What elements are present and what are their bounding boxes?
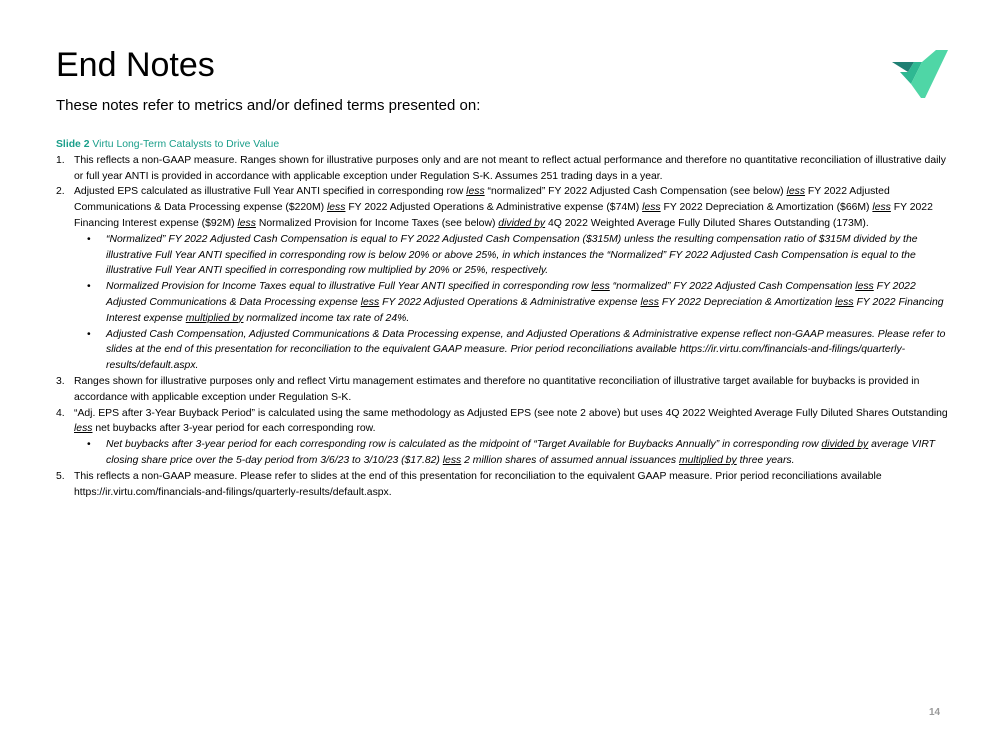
note-2-bullet-1 xyxy=(56,232,948,279)
operator-term: divided by xyxy=(498,217,546,229)
operator-term: less xyxy=(442,454,462,466)
slide-reference-text: Virtu Long-Term Catalysts to Drive Value xyxy=(92,139,280,150)
operator-term: less xyxy=(466,186,485,198)
note-text: “normalized” FY 2022 Adjusted Cash Compensation (see below) xyxy=(484,186,787,198)
bullet-text: three years. xyxy=(736,454,795,466)
note-4-bullet-1 xyxy=(56,437,948,469)
note-text: FY 2022 Financing Interest expense ($92M) xyxy=(74,202,933,229)
operator-term: divided by xyxy=(821,439,869,451)
note-3 xyxy=(56,374,948,406)
operator-term: less xyxy=(872,202,891,214)
bullet-text: Normalized Provision for Income Taxes equal to illustrative Full Year ANTI specified in corresponding row xyxy=(106,281,592,293)
operator-term: less xyxy=(237,217,256,229)
note-number: 3. xyxy=(56,375,65,387)
note-text: Adjusted EPS calculated as illustrative Full Year ANTI specified in corresponding row xyxy=(74,186,467,198)
note-number: 4. xyxy=(56,407,65,419)
operator-term: less xyxy=(642,202,661,214)
bullet-text: average VIRT closing share price over the 5-day period from 3/6/23 to 3/10/23 ($17.82) xyxy=(106,439,936,466)
note-text: FY 2022 Adjusted Operations & Administrative expense ($74M) xyxy=(345,202,643,214)
note-1 xyxy=(56,153,948,185)
note-2 xyxy=(56,184,948,231)
operator-term: less xyxy=(74,423,93,435)
bullet-dot: • xyxy=(87,328,91,340)
note-number: 5. xyxy=(56,470,65,482)
operator-term: less xyxy=(786,186,806,198)
note-4 xyxy=(56,406,948,438)
operator-term: multiplied by xyxy=(678,454,737,466)
bullet-text: FY 2022 Financing Interest expense xyxy=(106,296,944,324)
operator-term: less xyxy=(591,281,610,293)
operator-term: less xyxy=(640,296,659,308)
note-5 xyxy=(56,469,948,501)
bullet-text: Adjusted Cash Compensation, Adjusted Communications & Data Processing expense, and Adjusted Operations & Administrative expense reflect non-GAAP measures. Please refer to slides at the end of this presentation for reconciliation to the equivalent GAAP measure. Prior period reconciliations available https://ir.virtu.com/financials-and-filings/quarterly-results/default.aspx. xyxy=(106,328,946,372)
note-text: FY 2022 Adjusted Communications & Data Processing expense ($220M) xyxy=(74,186,890,214)
slide-reference xyxy=(56,137,948,153)
note-text: net buybacks after 3-year period for each corresponding row. xyxy=(92,423,376,435)
virtu-logo-icon xyxy=(892,50,948,98)
note-text: Ranges shown for illustrative purposes only and reflect Virtu management estimates and therefore no quantitative reconciliation of illustrative target available for buybacks is provided in accordance with applicable exception under Regulation S-K. xyxy=(74,375,920,403)
operator-term: less xyxy=(855,281,874,293)
page-subtitle: These notes refer to metrics and/or defined terms presented on: xyxy=(56,97,481,114)
bullet-text: normalized income tax rate of 24%. xyxy=(243,312,410,324)
note-text: 4Q 2022 Weighted Average Fully Diluted Shares Outstanding (173M). xyxy=(545,217,869,229)
operator-term: multiplied by xyxy=(185,312,244,324)
end-notes-body xyxy=(56,137,948,500)
bullet-text: Net buybacks after 3-year period for each corresponding row is calculated as the midpoint of “Target Available for Buybacks Annually” in corresponding row xyxy=(106,439,822,451)
note-number: 1. xyxy=(56,154,65,166)
note-2-bullet-2 xyxy=(56,279,948,326)
bullet-text: 2 million shares of assumed annual issuances xyxy=(461,454,679,466)
note-text: This reflects a non-GAAP measure. Ranges shown for illustrative purposes only and are not meant to reflect actual performance and therefore no quantitative reconciliation of illustrative daily or full year ANTI is provided in accordance with applicable exception under Regulation S-K. Assumes 251 trading days in a year. xyxy=(74,154,946,182)
note-text: Normalized Provision for Income Taxes (see below) xyxy=(255,217,499,229)
bullet-dot: • xyxy=(87,233,91,245)
page-number: 14 xyxy=(929,707,941,718)
bullet-text: FY 2022 Adjusted Communications & Data Processing expense xyxy=(106,281,916,308)
page-title: End Notes xyxy=(56,46,215,84)
bullet-text: “normalized” FY 2022 Adjusted Cash Compensation xyxy=(609,281,856,293)
note-text: This reflects a non-GAAP measure. Please refer to slides at the end of this presentation for reconciliation to the equivalent GAAP measure. Prior period reconciliations available https://ir.virtu.com/financials-and-filings/quarterly-results/default.aspx. xyxy=(74,470,882,498)
note-2-bullet-3 xyxy=(56,327,948,374)
bullet-text: “Normalized” FY 2022 Adjusted Cash Compensation is equal to FY 2022 Adjusted Cash Compensation ($315M) unless the resulting compensation ratio of $315M divided by the illustrative Full Year ANTI specified in corresponding row is below 20% or above 25%, in which instances the “Normalized” FY 2022 Adjusted Cash Compensation is equal to the illustrative Full Year ANTI specified in corresponding row multiplied by 20% or 25%, respectively. xyxy=(106,233,918,277)
note-number: 2. xyxy=(56,186,65,198)
bullet-text: FY 2022 Adjusted Operations & Administrative expense xyxy=(379,296,641,308)
operator-term: less xyxy=(360,296,380,308)
note-text: “Adj. EPS after 3-Year Buyback Period” is calculated using the same methodology as Adjusted EPS (see note 2 above) but uses 4Q 2022 Weighted Average Fully Diluted Shares Outstanding xyxy=(74,407,948,419)
bullet-dot: • xyxy=(87,281,91,293)
bullet-dot: • xyxy=(87,439,91,451)
operator-term: less xyxy=(326,202,346,214)
note-text: FY 2022 Depreciation & Amortization ($66M) xyxy=(660,202,873,214)
operator-term: less xyxy=(835,296,854,308)
slide-reference-label: Slide 2 xyxy=(56,139,90,150)
bullet-text: FY 2022 Depreciation & Amortization xyxy=(658,296,836,308)
